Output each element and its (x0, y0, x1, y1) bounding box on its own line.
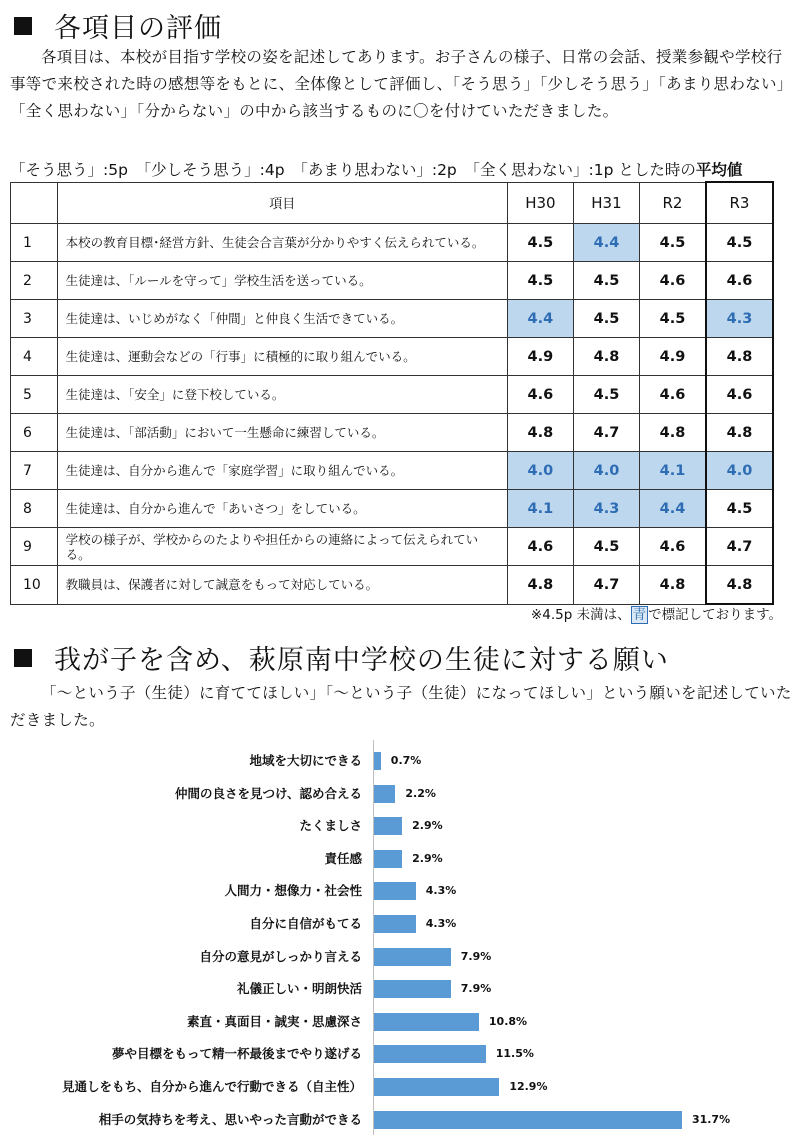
row-item: 本校の教育目標･経営方針、生徒会合言葉が分かりやすく伝えられている。 (57, 224, 507, 262)
chart-value-label: 31.7% (691, 1112, 731, 1126)
section1-intro: 各項目は、本校が目指す学校の姿を記述してあります。お子さんの様子、日常の会話、授業参観や学校行事等で来校された時の感想等をもとに、全体像として評価し、「そう思う」「少しそう思う」「あまり思わない」「全く思わない」「分からない」の中から該当するものに〇を付けていただきました。 (10, 48, 793, 120)
chart-category-label: 相手の気持ちを考え、思いやった言動ができる (98, 1111, 362, 1127)
table-row (11, 452, 774, 490)
chart-value-label: 7.9% (460, 949, 492, 963)
cell-r2: 4.5 (640, 224, 706, 262)
header-h31: H31 (573, 182, 639, 224)
square-bullet-icon (14, 17, 32, 35)
cell-r3: 4.6 (706, 262, 773, 300)
chart-value-label: 2.9% (412, 851, 443, 865)
table-note (531, 603, 782, 624)
cell-r3: 4.8 (706, 566, 773, 605)
row-no: 10 (11, 566, 58, 605)
cell-r3: 4.0 (706, 452, 773, 490)
table-row (11, 224, 774, 262)
chart-bar (374, 915, 416, 933)
cell-r2: 4.5 (640, 300, 706, 338)
chart-value-label: 10.8% (488, 1014, 528, 1028)
cell-h30: 4.8 (507, 566, 573, 605)
chart-category-label: 自分の意見がしっかり言える (199, 948, 362, 964)
cell-h31: 4.5 (573, 262, 639, 300)
row-item: 生徒達は、「ルールを守って」学校生活を送っている。 (57, 262, 507, 300)
cell-h31: 4.3 (573, 490, 639, 528)
row-item: 生徒達は、「部活動」において一生懸命に練習している。 (57, 414, 507, 452)
chart-value-label: 2.9% (412, 819, 443, 833)
scale-text: 「そう思う」:5p 「少しそう思う」:4p 「あまり思わない」:2p 「全く思わない」:1p とした時の (10, 161, 696, 179)
section2-heading (10, 638, 669, 677)
chart-bar (374, 980, 451, 998)
chart-value-label: 0.7% (390, 754, 422, 767)
chart-bar (374, 817, 402, 835)
cell-r2: 4.6 (640, 528, 706, 566)
row-no: 7 (11, 452, 58, 490)
table-header-row (11, 182, 774, 224)
note-after: で標記しております。 (648, 607, 782, 623)
cell-h30: 4.6 (507, 376, 573, 414)
cell-h31: 4.5 (573, 300, 639, 338)
header-no (11, 182, 58, 224)
row-no: 2 (11, 262, 58, 300)
chart-value-label: 4.3% (425, 917, 457, 930)
row-item: 生徒達は、自分から進んで「あいさつ」をしている。 (57, 490, 507, 528)
cell-h30: 4.1 (507, 490, 573, 528)
cell-r3: 4.8 (706, 338, 773, 376)
cell-r3: 4.5 (706, 490, 773, 528)
cell-h30: 4.5 (507, 224, 573, 262)
evaluation-table (10, 181, 774, 605)
cell-h30: 4.5 (507, 262, 573, 300)
row-no: 1 (11, 224, 58, 262)
note-blue-mark: 青 (632, 607, 647, 623)
square-bullet-icon (14, 649, 32, 667)
table-row (11, 262, 774, 300)
cell-r2: 4.4 (640, 490, 706, 528)
chart-bar (374, 1045, 486, 1063)
table-row (11, 528, 774, 566)
header-r3: R3 (706, 182, 773, 224)
table-row (11, 566, 774, 605)
cell-r3: 4.6 (706, 376, 773, 414)
chart-category-label: 素直・真面目・誠実・思慮深さ (186, 1013, 362, 1029)
chart-category-label: 人間力・想像力・社会性 (224, 883, 362, 899)
row-item: 学校の様子が、学校からのたよりや担任からの連絡によって伝えられている。 (57, 528, 507, 566)
chart-bar (374, 850, 402, 868)
table-row (11, 490, 774, 528)
cell-r3: 4.5 (706, 224, 773, 262)
table-row (11, 300, 774, 338)
cell-r2: 4.1 (640, 452, 706, 490)
chart-category-label: 責任感 (324, 850, 362, 866)
cell-h30: 4.8 (507, 414, 573, 452)
section2-intro: 「～という子（生徒）に育ててほしい」「～という子（生徒）になってほしい」という願いを記述していただきました。 (10, 684, 792, 729)
chart-category-label: たくましさ (299, 818, 362, 834)
chart-category-label: 夢や目標をもって精一杯最後までやり遂げる (111, 1046, 362, 1062)
cell-h31: 4.7 (573, 566, 639, 605)
chart-bar (374, 1013, 479, 1031)
cell-h30: 4.9 (507, 338, 573, 376)
chart-value-label: 7.9% (460, 982, 492, 996)
note-before: ※4.5p 未満は、 (530, 607, 631, 623)
chart-bar (374, 785, 395, 803)
row-no: 8 (11, 490, 58, 528)
row-item: 生徒達は、「安全」に登下校している。 (57, 376, 507, 414)
header-item: 項目 (57, 182, 507, 224)
cell-h31: 4.8 (573, 338, 639, 376)
section2-title: 我が子を含め、萩原南中学校の生徒に対する願い (54, 645, 669, 676)
cell-r3: 4.8 (706, 414, 773, 452)
cell-r3: 4.3 (706, 300, 773, 338)
row-no: 9 (11, 528, 58, 566)
row-item: 生徒達は、自分から進んで「家庭学習」に取り組んでいる。 (57, 452, 507, 490)
row-item: 教職員は、保護者に対して誠意をもって対応している。 (57, 566, 507, 605)
chart-category-label: 礼儀正しい・明朗快活 (236, 981, 362, 997)
row-no: 3 (11, 300, 58, 338)
row-item: 生徒達は、いじめがなく「仲間」と仲良く生活できている。 (57, 300, 507, 338)
cell-r2: 4.6 (640, 376, 706, 414)
chart-bar (374, 1078, 499, 1096)
table-row (11, 414, 774, 452)
chart-category-label: 自分に自信がもてる (249, 916, 362, 931)
row-item: 生徒達は、運動会などの「行事」に積極的に取り組んでいる。 (57, 338, 507, 376)
cell-r2: 4.6 (640, 262, 706, 300)
chart-bar (374, 882, 416, 900)
row-no: 6 (11, 414, 58, 452)
section1-title: 各項目の評価 (54, 13, 222, 44)
table-row (11, 338, 774, 376)
cell-h31: 4.0 (573, 452, 639, 490)
chart-bar (374, 752, 381, 770)
scale-bold: 平均値 (695, 161, 743, 179)
cell-h30: 4.0 (507, 452, 573, 490)
cell-h30: 4.4 (507, 300, 573, 338)
chart-value-label: 2.2% (405, 786, 436, 800)
cell-h31: 4.4 (573, 224, 639, 262)
cell-r3: 4.7 (706, 528, 773, 566)
table-row (11, 376, 774, 414)
cell-h31: 4.5 (573, 376, 639, 414)
cell-h30: 4.6 (507, 528, 573, 566)
chart-value-label: 11.5% (495, 1047, 534, 1061)
cell-h31: 4.7 (573, 414, 639, 452)
header-h30: H30 (507, 182, 573, 224)
chart-category-label: 地域を大切にできる (249, 753, 362, 768)
chart-bar (374, 948, 451, 966)
header-r2: R2 (640, 182, 706, 224)
row-no: 5 (11, 376, 58, 414)
cell-r2: 4.8 (640, 414, 706, 452)
cell-r2: 4.8 (640, 566, 706, 605)
row-no: 4 (11, 338, 58, 376)
section1-heading (10, 6, 222, 45)
chart-category-label: 仲間の良さを見つけ、認め合える (174, 785, 362, 801)
cell-h31: 4.5 (573, 528, 639, 566)
chart-value-label: 4.3% (425, 884, 457, 898)
chart-category-label: 見通しをもち、自分から進んで行動できる（自主性） (61, 1079, 362, 1094)
chart-value-label: 12.9% (509, 1080, 548, 1093)
chart-bar (374, 1111, 682, 1129)
cell-r2: 4.9 (640, 338, 706, 376)
wishes-bar-chart (0, 740, 800, 1140)
scale-legend (10, 158, 742, 180)
